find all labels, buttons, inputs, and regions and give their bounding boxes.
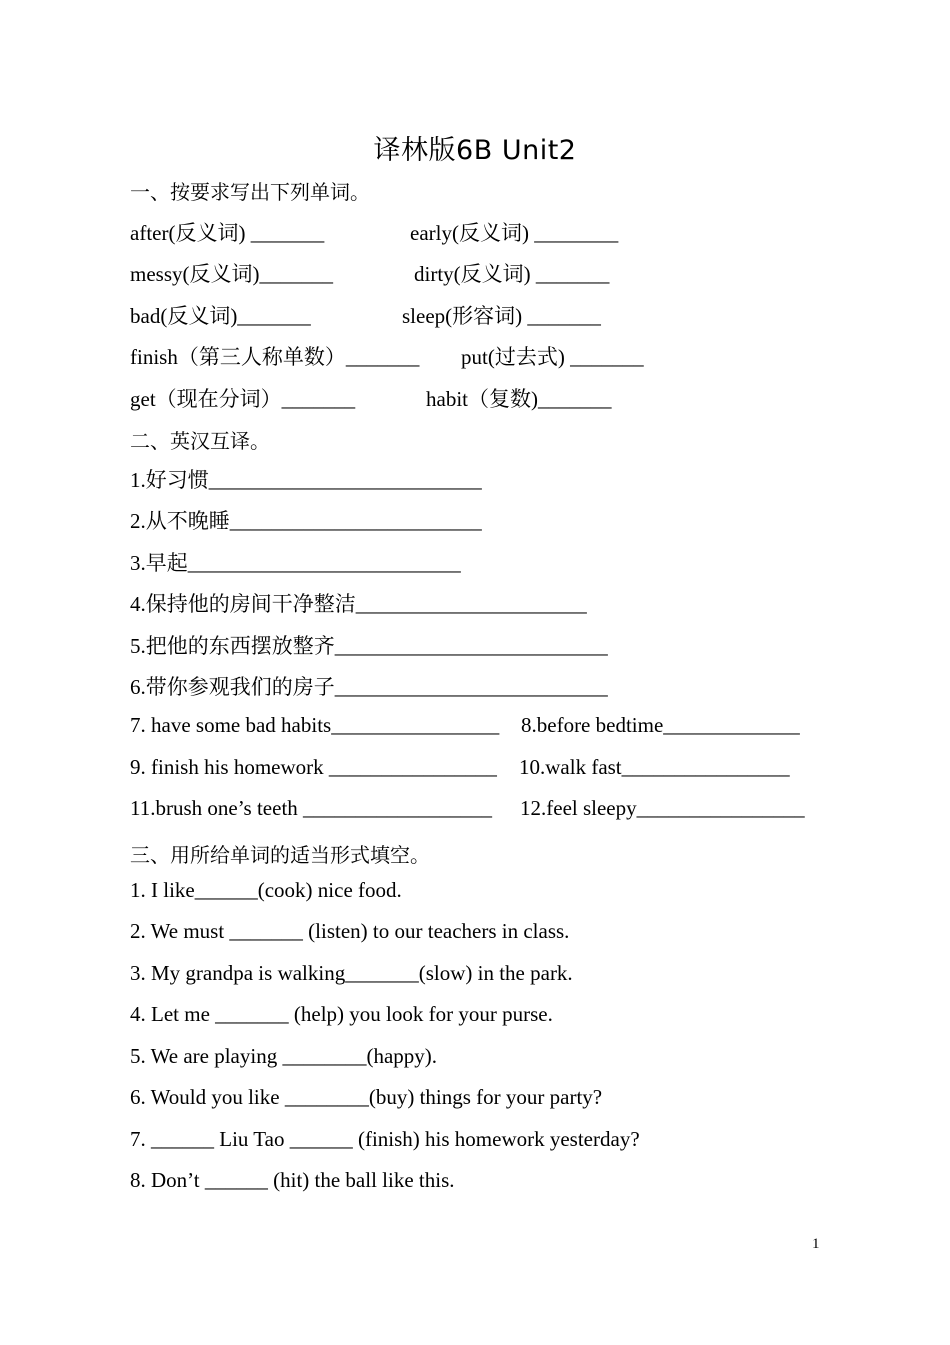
section-3-heading: 三、用所给单词的适当形式填空。 xyxy=(130,843,430,867)
fill-item-2: 2. We must _______ (listen) to our teachers in class. xyxy=(130,919,570,943)
fill-item-7: 7. ______ Liu Tao ______ (finish) his homework yesterday? xyxy=(130,1127,640,1151)
fill-item-3: 3. My grandpa is walking_______(slow) in the park. xyxy=(130,961,573,985)
translate-item-8: 8.before bedtime_____________ xyxy=(521,713,800,737)
page-title: 译林版6B Unit2 xyxy=(373,135,577,166)
translate-item-7: 7. have some bad habits________________ xyxy=(130,713,500,737)
fill-item-8: 8. Don’t ______ (hit) the ball like this. xyxy=(130,1168,455,1192)
translate-item-5: 5.把他的东西摆放整齐__________________________ xyxy=(130,634,608,658)
translate-item-4: 4.保持他的房间干净整洁______________________ xyxy=(130,592,587,616)
translate-item-3: 3.早起__________________________ xyxy=(130,551,461,575)
translate-item-1: 1.好习惯__________________________ xyxy=(130,468,482,492)
translate-item-10: 10.walk fast________________ xyxy=(519,755,790,779)
section-1-heading: 一、按要求写出下列单词。 xyxy=(130,180,370,204)
word-row-5-right: habit（复数)_______ xyxy=(426,387,612,411)
fill-item-1: 1. I like______(cook) nice food. xyxy=(130,878,402,902)
fill-item-5: 5. We are playing ________(happy). xyxy=(130,1044,438,1068)
section-2-heading: 二、英汉互译。 xyxy=(130,429,270,453)
translate-item-2: 2.从不晚睡________________________ xyxy=(130,509,482,533)
word-row-2-left: messy(反义词)_______ xyxy=(130,262,333,286)
word-row-3-right: sleep(形容词) _______ xyxy=(402,304,601,328)
translate-item-6: 6.带你参观我们的房子__________________________ xyxy=(130,675,608,699)
translate-item-12: 12.feel sleepy________________ xyxy=(520,796,805,820)
fill-item-4: 4. Let me _______ (help) you look for your purse. xyxy=(130,1002,553,1026)
word-row-1-right: early(反义词) ________ xyxy=(410,221,619,245)
fill-item-6: 6. Would you like ________(buy) things for your party? xyxy=(130,1085,603,1109)
word-row-4-right: put(过去式) _______ xyxy=(461,345,644,369)
word-row-2-right: dirty(反义词) _______ xyxy=(414,262,610,286)
word-row-1-left: after(反义词) _______ xyxy=(130,221,325,245)
page-number: 1 xyxy=(812,1236,820,1252)
word-row-4-left: finish（第三人称单数）_______ xyxy=(130,345,420,369)
translate-item-11: 11.brush one’s teeth __________________ xyxy=(130,796,493,820)
word-row-3-left: bad(反义词)_______ xyxy=(130,304,311,328)
word-row-5-left: get（现在分词）_______ xyxy=(130,387,356,411)
translate-item-9: 9. finish his homework ________________ xyxy=(130,755,497,779)
